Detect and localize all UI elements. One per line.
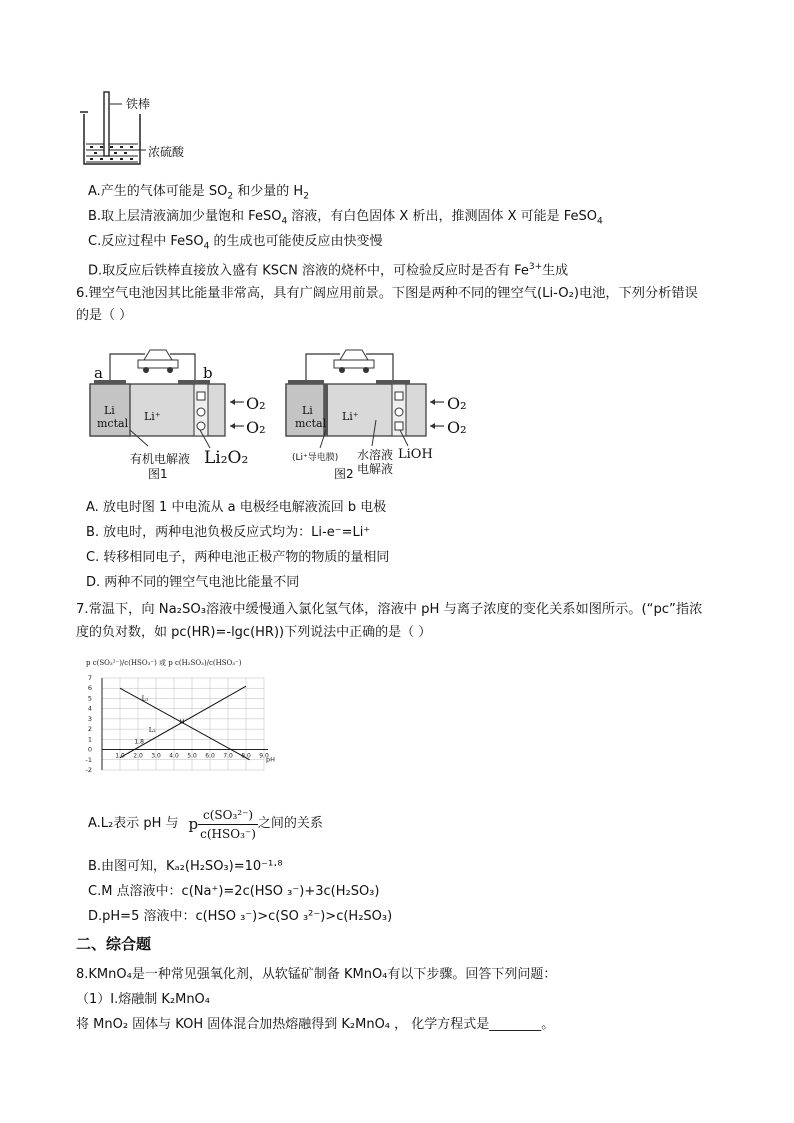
q6-stem-line1: 6.锂空气电池因其比能量非常高，具有广阔应用前景。下图是两种不同的锂空气(Li-O₂)电池，下列分析错误 — [76, 286, 698, 301]
y-tick-label: -1 — [85, 755, 92, 764]
fig1-label-b: b — [203, 364, 213, 382]
rod-label: 铁棒 — [126, 97, 151, 111]
q6-option-a: A. 放电时图 1 中电流从 a 电极经电解液流回 b 电极 — [86, 500, 387, 515]
fig2-electrolyte-1: 水溶液 — [357, 448, 394, 462]
q8-line3: 将 MnO₂ 固体与 KOH 固体混合加热熔融得到 K₂MnO₄ ， 化学方程式是________。 — [76, 1017, 555, 1032]
chart-annotation: M — [179, 719, 185, 726]
q7-option-d: D.pH=5 溶液中：c(HSO ₃⁻)>c(SO ₃²⁻)>c(H₂SO₃) — [88, 909, 393, 924]
fig2-caption: 图2 — [334, 467, 354, 481]
fig2-metal: mctal — [295, 417, 327, 430]
q7-option-c: C.M 点溶液中：c(Na⁺)=2c(HSO ₃⁻)+3c(H₂SO₃) — [88, 884, 380, 899]
q6-option-d: D. 两种不同的锂空气电池比能量不同 — [86, 575, 300, 590]
x-tick-label: 9.0 — [259, 752, 269, 760]
fig2-li-ion: Li⁺ — [342, 410, 359, 423]
y-tick-label: 4 — [87, 704, 92, 713]
y-tick-label: 5 — [87, 694, 92, 703]
fig1-caption: 图1 — [148, 467, 168, 481]
x-tick-label: 8.0 — [241, 752, 251, 760]
fig1-li-ion: Li⁺ — [144, 410, 161, 423]
fig1-o2-top: O₂ — [246, 394, 266, 413]
q7-option-a: A.L₂表示 pH 与 p $\frac{\text{c(SO₃²⁻)}}{\text{c(HSO₃⁻)}}$ 之间的关系 — [88, 807, 323, 841]
q7-stem-line1: 7.常温下，向 Na₂SO₃溶液中缓慢通入氯化氢气体，溶液中 pH 与离子浓度的变化关系如图所示。(“pc”指浓 — [76, 602, 703, 617]
q7-option-b: B.由图可知，Kₐ₂(H₂SO₃)=10⁻¹·⁸ — [88, 859, 283, 874]
x-tick-label: 2.0 — [133, 752, 143, 760]
fig1-o2-bottom: O₂ — [246, 418, 266, 437]
x-tick-label: 6.0 — [205, 752, 215, 760]
q6-stem-line2: 的是（ ） — [76, 308, 133, 323]
fig1-electrolyte: 有机电解液 — [130, 452, 191, 466]
y-tick-label: 2 — [87, 725, 92, 734]
ph-chart — [78, 672, 278, 782]
fig2-product: LiOH — [398, 447, 433, 462]
fig1-label-a: a — [94, 364, 103, 382]
q7-option-a-fraction: $\frac{\text{c(SO₃²⁻)}}{\text{c(HSO₃⁻)}}$ — [200, 807, 256, 841]
q5-option-a: A.产生的气体可能是 $SO_2$ 和少量的 $H_2$ — [88, 184, 309, 202]
fig2-li: Li — [302, 404, 313, 417]
y-tick-label: 3 — [87, 714, 92, 723]
x-axis-label: pH — [266, 755, 276, 764]
q5-option-b: B.取上层清液滴加少量饱和 FeSO$_4$ 溶液，有白色固体 X 析出，推测固体 X 可能是 FeSO$_4$ — [88, 209, 603, 227]
q6-option-b: B. 放电时，两种电池负极反应式均为：Li-e⁻=Li⁺ — [86, 525, 371, 540]
y-tick-label: 0 — [87, 745, 92, 754]
series-line-1 — [120, 688, 250, 760]
q7-stem-line2: 度的负对数，如 pc(HR)=-lgc(HR))下列说法中正确的是（ ） — [76, 625, 432, 640]
fig1-product: Li₂O₂ — [204, 448, 249, 468]
chart-title: p c(SO₃²⁻)/c(HSO₃⁻) 或 p c(H₂SO₃)/c(HSO₃⁻) — [86, 659, 242, 667]
fig2-electrolyte-2: 电解液 — [357, 462, 394, 476]
q5-option-c: C.反应过程中 FeSO$_4$ 的生成也可能使反应由快变慢 — [88, 234, 383, 252]
acid-label: 浓硫酸 — [148, 145, 185, 159]
q6-option-c: C. 转移相同电子，两种电池正极产物的物质的量相同 — [86, 550, 390, 565]
fig2-o2-top: O₂ — [447, 394, 467, 413]
y-tick-label: -2 — [85, 766, 92, 774]
fig1-li: Li — [104, 404, 115, 417]
fig1-metal: mctal — [97, 417, 129, 430]
fig2-membrane: (Li⁺导电膜) — [292, 453, 339, 463]
q5-option-d: D.取反应后铁棒直接放入盛有 KSCN 溶液的烧杯中，可检验反应时是否有 $Fe^{3+}$生成 — [88, 262, 569, 279]
x-tick-label: 4.0 — [169, 752, 179, 760]
section-heading: 二、综合题 — [76, 935, 152, 953]
y-tick-label: 6 — [87, 684, 92, 693]
fig2-o2-bottom: O₂ — [447, 418, 467, 437]
x-tick-label: 3.0 — [151, 752, 161, 760]
x-tick-label: 7.0 — [223, 752, 233, 760]
series-label-2: L₂ — [148, 726, 156, 735]
y-tick-label: 1 — [87, 735, 92, 744]
series-label-1: L₁ — [141, 694, 149, 703]
chart-annotation: 1.8 — [134, 738, 144, 746]
y-tick-label: 7 — [87, 674, 92, 682]
x-tick-label: 1.0 — [115, 752, 125, 760]
q8-line2: （1）Ⅰ.熔融制 K₂MnO₄ — [76, 992, 211, 1007]
x-tick-label: 5.0 — [187, 752, 197, 760]
q8-line1: 8.KMnO₄是一种常见强氧化剂，从软锰矿制备 KMnO₄有以下步骤。回答下列问题： — [76, 967, 557, 982]
